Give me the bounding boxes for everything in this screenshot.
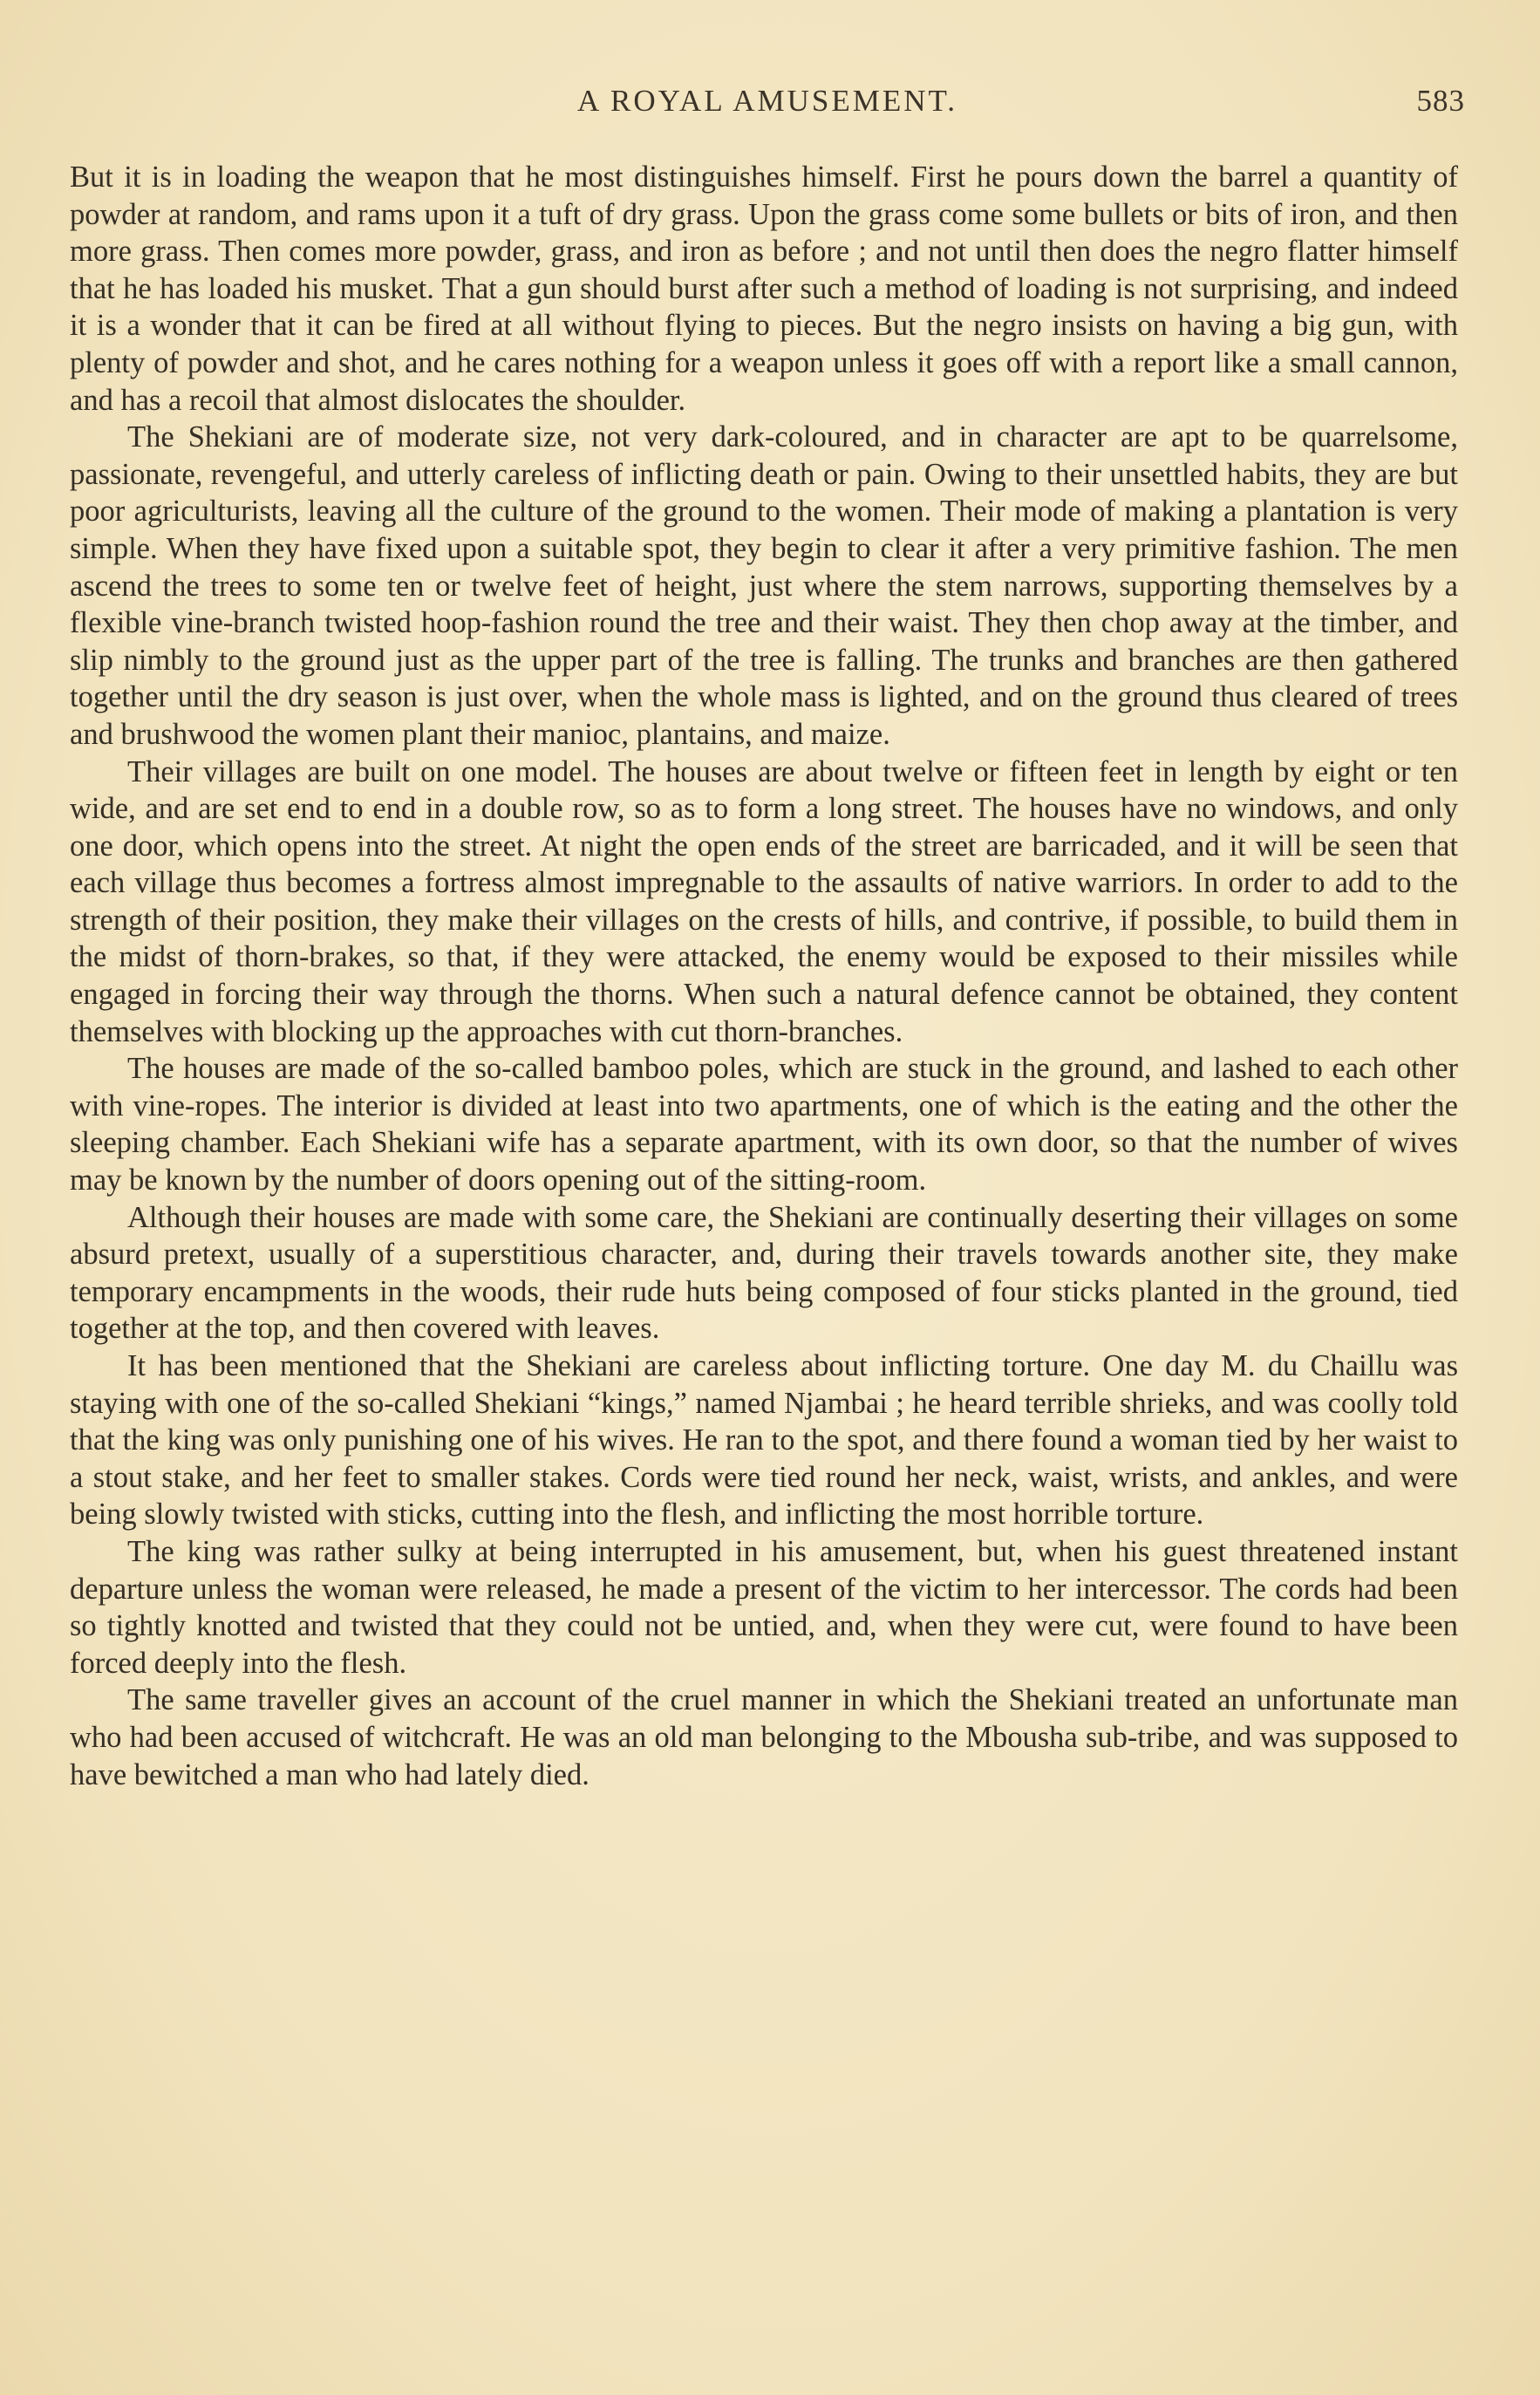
page-number: 583 (1416, 84, 1465, 118)
running-title: A ROYAL AMUSEMENT. (576, 84, 958, 118)
running-head (70, 84, 1465, 127)
paragraph-witchcraft: The same traveller gives an account of the cruel manner in which the Shekiani treated an unfortunate man who had been accused of witchcraft. He was an old man belonging to the Mbousha sub-tribe, and was supposed to have bewitched a man who had lately died. (70, 1683, 1458, 1791)
paragraph-deserting-villages: Although their houses are made with some care, the Shekiani are continually deserting their villages on some absurd pretext, usually of a superstitious character, and, during their travels towards another site, they make temporary encampments in the woods, their rude huts being composed of four sticks planted in the ground, tied together at the top, and then covered with leaves. (70, 1200, 1458, 1346)
paragraph-houses: The houses are made of the so-called bamboo poles, which are stuck in the ground, and lashed to each other with vine-ropes. The interior is divided at least into two apartments, one of which is the eating and the other the sleeping chamber. Each Shekiani wife has a separate apartment, with its own door, so that the number of wives may be known by the number of doors opening out of the sitting-room. (70, 1052, 1458, 1198)
paragraph-loading-musket: But it is in loading the weapon that he most distinguishes himself. First he pours down the barrel a quantity of powder at random, and rams upon it a tuft of dry grass. Upon the grass come some bullets or bits of iron, and then more grass. Then comes more powder, grass, and iron as before ; and not until then does the negro flatter himself that he has loaded his musket. That a gun should burst after such a method of loading is not surprising, and indeed it is a wonder that it can be fired at all without flying to pieces. But the negro insists on having a big gun, with plenty of powder and shot, and he cares nothing for a weapon unless it goes off with a report like a small cannon, and has a recoil that almost dislocates the shoulder. (70, 160, 1458, 417)
paragraph-torture: It has been mentioned that the Shekiani are careless about inflicting torture. One day M. du Chaillu was staying with one of the so-called Shekiani “kings,” named Njambai ; he heard terrible shrieks, and was coolly told that the king was only punishing one of his wives. He ran to the spot, and there found a woman tied by her waist to a stout stake, and her feet to smaller stakes. Cords were tied round her neck, waist, wrists, and ankles, and were being slowly twisted with sticks, cutting into the flesh, and inflicting the most horrible torture. (70, 1349, 1458, 1532)
paragraph-shekiani-character: The Shekiani are of moderate size, not very dark-coloured, and in character are apt to be quarrelsome, passionate, revengeful, and utterly careless of inflicting death or pain. Owing to their unsettled habits, they are but poor agriculturists, leaving all the culture of the ground to the women. Their mode of making a plantation is very simple. When they have fixed upon a suitable spot, they begin to clear it after a very primitive fashion. The men ascend the trees to some ten or twelve feet of height, just where the stem narrows, supporting themselves by a flexible vine-branch twisted hoop-fashion round the tree and their waist. They then chop away at the timber, and slip nimbly to the ground just as the upper part of the tree is falling. The trunks and branches are then gathered together until the dry season is just over, when the whole mass is lighted, and on the ground thus cleared of trees and brushwood the women plant their manioc, plantains, and maize. (70, 420, 1458, 751)
body-text (70, 159, 1458, 1793)
paragraph-villages: Their villages are built on one model. The houses are about twelve or fifteen feet in length by eight or ten wide, and are set end to end in a double row, so as to form a long street. The houses have no windows, and only one door, which opens into the street. At night the open ends of the street are barricaded, and it will be seen that each village thus becomes a fortress almost impregnable to the assaults of native warriors. In order to add to the strength of their position, they make their villages on the crests of hills, and contrive, if possible, to build them in the midst of thorn-brakes, so that, if they were attacked, the enemy would be exposed to their missiles while engaged in forcing their way through the thorns. When such a natural defence cannot be obtained, they content themselves with blocking up the approaches with cut thorn-branches. (70, 754, 1458, 1048)
paragraph-king-sulky: The king was rather sulky at being interrupted in his amusement, but, when his guest threatened instant departure unless the woman were released, he made a present of the victim to her intercessor. The cords had been so tightly knotted and twisted that they could not be untied, and, when they were cut, were found to have been forced deeply into the flesh. (70, 1534, 1458, 1680)
